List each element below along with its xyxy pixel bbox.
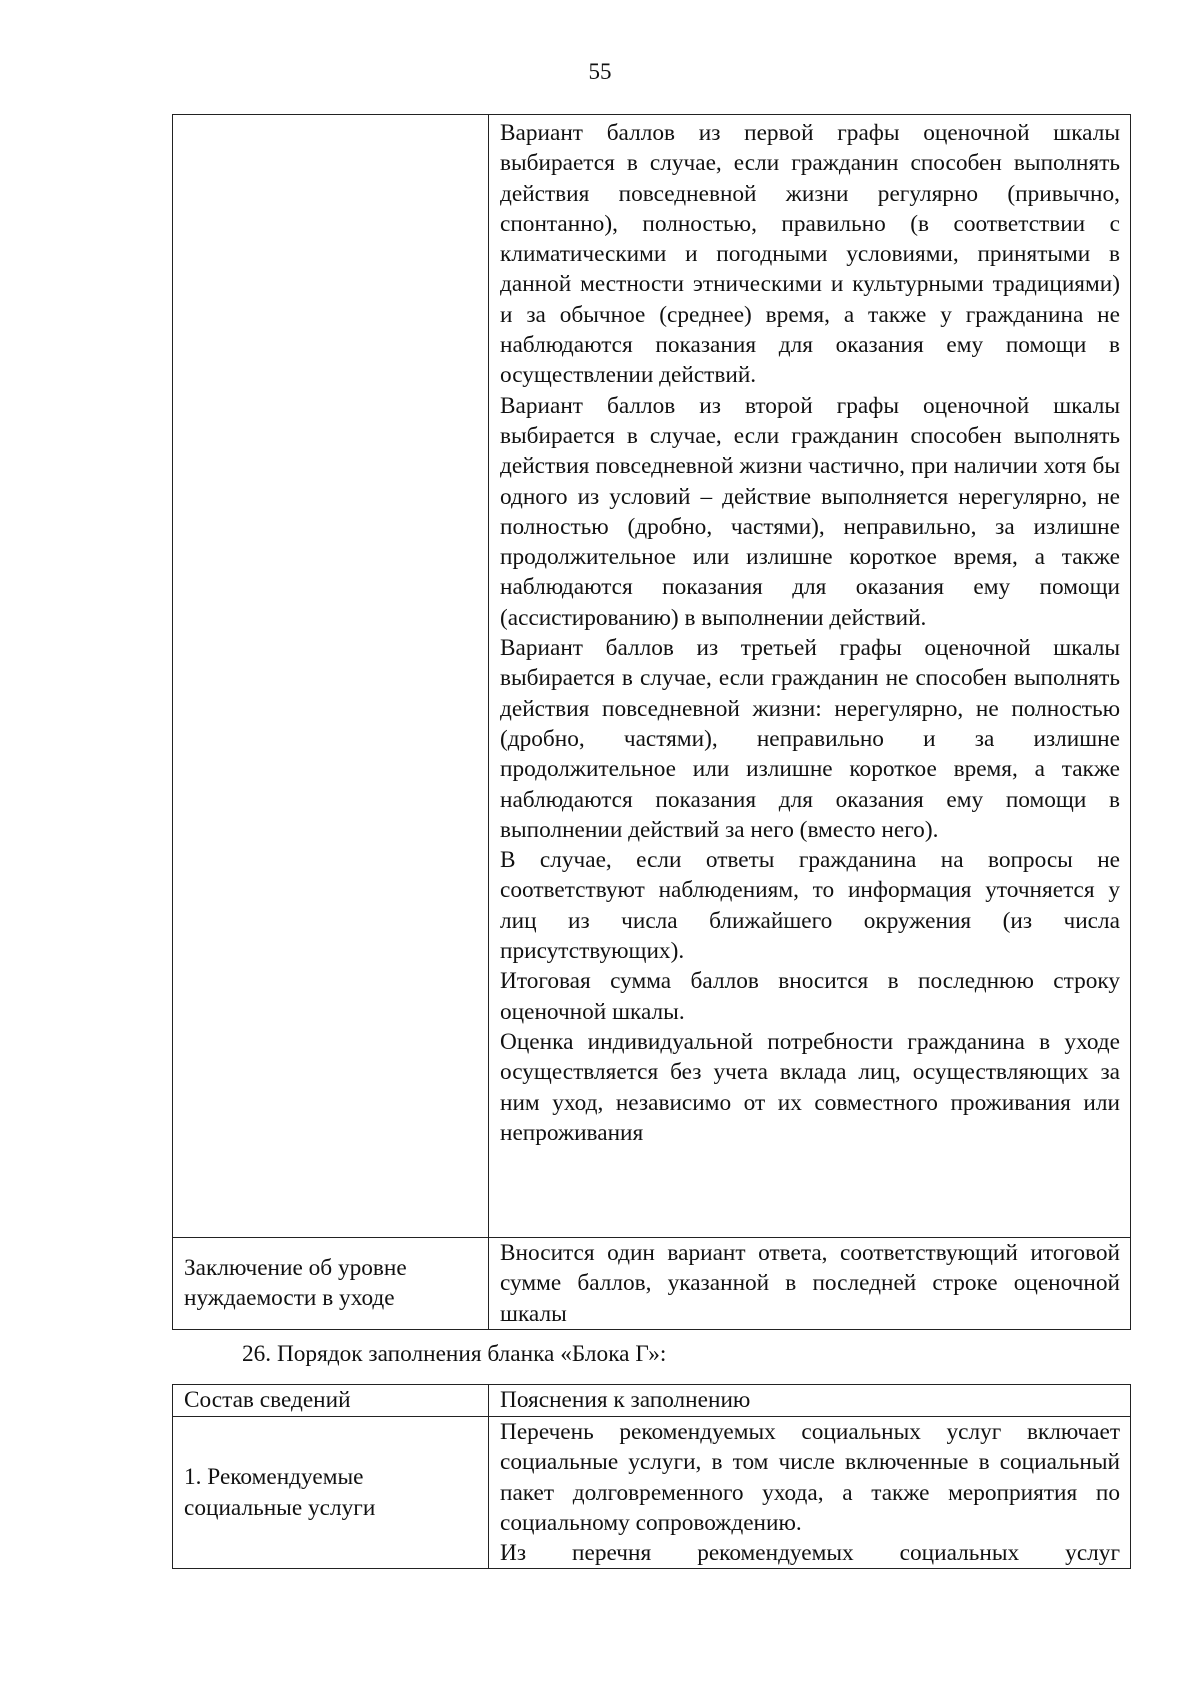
recommended-services-label: 1. Рекомендуемые социальные услуги — [173, 1417, 489, 1569]
paragraph-third-column: Вариант баллов из третьей графы оценочной шкалы выбирается в случае, если гражданин не способен выполнять действия повседневной жизни: нерегулярно, не полностью (дробно, частями), неправильно и за излишне продолжительное или излишне короткое время, а также наблюдаются показания для оказания ему помощи в выполнении действий за него (вместо него). — [500, 635, 1120, 843]
table-header-row — [173, 1385, 1131, 1417]
services-paragraph-continued: Из перечня рекомендуемых социальных услуг — [500, 1540, 1120, 1567]
paragraph-answers-mismatch: В случае, если ответы гражданина на вопросы не соответствуют наблюдениям, то информация уточняется у лиц из числа ближайшего окружения (из числа присутствующих). — [500, 847, 1120, 965]
table-cell-empty — [173, 115, 489, 1238]
table-row — [173, 115, 1131, 1238]
block-g-table — [172, 1384, 1131, 1569]
table-row — [173, 1417, 1131, 1569]
care-level-label: Заключение об уровне нуждаемости в уходе — [173, 1238, 489, 1330]
column-header-composition: Состав сведений — [173, 1385, 489, 1417]
assessment-instructions-table — [172, 114, 1131, 1330]
page-number: 55 — [588, 59, 612, 84]
care-level-text — [489, 1238, 1131, 1330]
recommended-services-text — [489, 1417, 1131, 1569]
table-row — [173, 1238, 1131, 1330]
column-header-explanations: Пояснения к заполнению — [489, 1385, 1131, 1417]
scoring-rules-cell — [489, 115, 1131, 1238]
services-paragraph: Перечень рекомендуемых социальных услуг включает социальные услуги, в том числе включенные в социальный пакет долговременного ухода, а также мероприятия по социальному сопровождению. — [500, 1419, 1120, 1536]
care-level-paragraph: Вносится один вариант ответа, соответствующий итоговой сумме баллов, указанной в последней строке оценочной шкалы — [500, 1240, 1120, 1327]
paragraph-care-need: Оценка индивидуальной потребности гражданина в уходе осуществляется без учета вклада лиц, осуществляющих за ним уход, независимо от их совместного проживания или непроживания — [500, 1028, 1120, 1146]
section-heading: 26. Порядок заполнения бланка «Блока Г»: — [242, 1341, 667, 1367]
paragraph-total-score: Итоговая сумма баллов вносится в последнюю строку оценочной шкалы. — [500, 968, 1120, 1025]
paragraph-first-column: Вариант баллов из первой графы оценочной шкалы выбирается в случае, если гражданин способен выполнять действия повседневной жизни регулярно (привычно, спонтанно), полностью, правильно (в соответствии с климатическими и погодными условиями, принятыми в данной местности этническими и культурными традициями) и за обычное (среднее) время, а также у гражданина не наблюдаются показания для оказания ему помощи в осуществлении действий. — [500, 120, 1120, 389]
paragraph-second-column: Вариант баллов из второй графы оценочной шкалы выбирается в случае, если гражданин способен выполнять действия повседневной жизни частично, при наличии хотя бы одного из условий – действие выполняется нерегулярно, не полностью (дробно, частями), неправильно, за излишне продолжительное или излишне короткое время, а также наблюдаются показания для оказания ему помощи (ассистированию) в выполнении действий. — [500, 392, 1120, 631]
